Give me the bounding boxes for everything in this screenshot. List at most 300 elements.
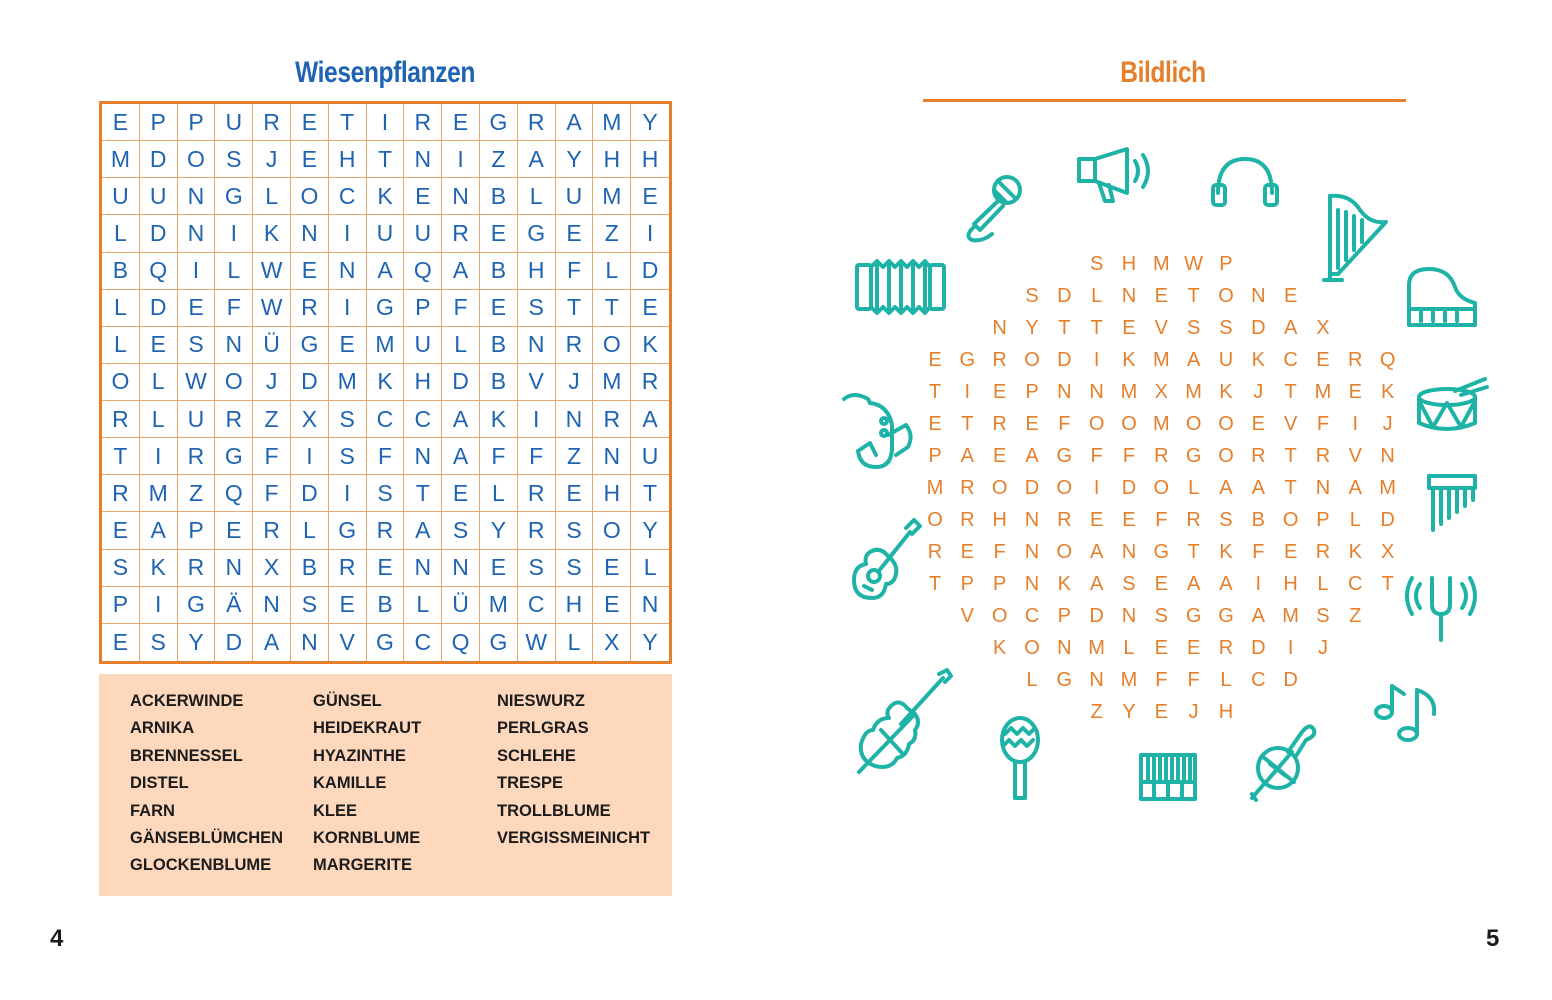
grid-cell[interactable]: A bbox=[367, 253, 405, 290]
grid-cell[interactable]: D bbox=[140, 215, 178, 252]
grid-cell[interactable]: L bbox=[291, 512, 329, 549]
circle-grid-cell[interactable]: E bbox=[992, 380, 1007, 403]
circle-grid-cell[interactable]: P bbox=[1316, 508, 1330, 531]
grid-cell[interactable]: R bbox=[102, 401, 140, 438]
circle-grid-cell[interactable]: S bbox=[1025, 284, 1039, 307]
circle-grid-cell[interactable]: P bbox=[960, 572, 974, 595]
grid-cell[interactable]: A bbox=[556, 104, 594, 141]
grid-cell[interactable]: X bbox=[253, 550, 291, 587]
grid-cell[interactable]: B bbox=[480, 178, 518, 215]
circle-grid-cell[interactable]: E bbox=[1154, 700, 1168, 723]
circle-grid-cell[interactable]: N bbox=[1380, 444, 1395, 467]
circle-grid-cell[interactable]: I bbox=[1287, 636, 1294, 659]
circle-grid-cell[interactable]: T bbox=[928, 380, 942, 403]
grid-cell[interactable]: D bbox=[631, 253, 669, 290]
circle-grid-cell[interactable]: E bbox=[928, 348, 942, 371]
grid-cell[interactable]: E bbox=[102, 104, 140, 141]
circle-grid-cell[interactable]: O bbox=[1024, 636, 1040, 659]
grid-cell[interactable]: W bbox=[253, 290, 291, 327]
grid-cell[interactable]: K bbox=[367, 178, 405, 215]
grid-cell[interactable]: N bbox=[404, 550, 442, 587]
circle-grid-cell[interactable]: R bbox=[927, 540, 943, 563]
circle-grid-cell[interactable]: F bbox=[1090, 444, 1103, 467]
grid-cell[interactable]: F bbox=[518, 438, 556, 475]
circle-grid-cell[interactable]: S bbox=[1186, 316, 1201, 339]
circle-grid-cell[interactable]: E bbox=[1089, 508, 1104, 531]
circle-grid-cell[interactable]: F bbox=[1187, 668, 1200, 691]
grid-cell[interactable]: P bbox=[140, 104, 178, 141]
grid-cell[interactable]: H bbox=[518, 253, 556, 290]
circle-grid-cell[interactable]: G bbox=[1153, 540, 1170, 563]
circle-grid-cell[interactable]: O bbox=[1218, 444, 1234, 467]
circle-grid-cell[interactable]: O bbox=[1088, 412, 1105, 435]
grid-cell[interactable]: D bbox=[291, 475, 329, 512]
grid-cell[interactable]: B bbox=[480, 327, 518, 364]
circle-grid-cell[interactable]: M bbox=[1152, 412, 1170, 435]
circle-grid-cell[interactable]: T bbox=[1284, 380, 1297, 403]
grid-cell[interactable]: I bbox=[442, 141, 480, 178]
grid-cell[interactable]: N bbox=[593, 438, 631, 475]
circle-grid-cell[interactable]: D bbox=[1024, 476, 1040, 499]
circle-grid-cell[interactable]: N bbox=[1024, 540, 1040, 563]
circle-grid-cell[interactable]: A bbox=[1219, 476, 1233, 499]
grid-cell[interactable]: Q bbox=[442, 624, 480, 661]
circle-grid-cell[interactable]: C bbox=[1283, 348, 1298, 371]
grid-cell[interactable]: S bbox=[518, 290, 556, 327]
grid-cell[interactable]: O bbox=[593, 327, 631, 364]
grid-cell[interactable]: I bbox=[329, 475, 367, 512]
circle-grid-cell[interactable]: A bbox=[1186, 572, 1201, 595]
grid-cell[interactable]: R bbox=[253, 512, 291, 549]
grid-cell[interactable]: L bbox=[631, 550, 669, 587]
circle-grid-cell[interactable]: H bbox=[1283, 572, 1298, 595]
grid-cell[interactable]: I bbox=[329, 290, 367, 327]
grid-cell[interactable]: M bbox=[480, 587, 518, 624]
circle-grid-cell[interactable]: J bbox=[1188, 700, 1199, 723]
grid-cell[interactable]: Z bbox=[593, 215, 631, 252]
circle-grid-cell[interactable]: H bbox=[1121, 252, 1137, 275]
circle-grid-cell[interactable]: T bbox=[1090, 316, 1103, 339]
grid-cell[interactable]: R bbox=[404, 104, 442, 141]
grid-cell[interactable]: O bbox=[291, 178, 329, 215]
circle-grid-cell[interactable]: N bbox=[1057, 636, 1072, 659]
grid-cell[interactable]: N bbox=[253, 587, 291, 624]
circle-grid-cell[interactable]: X bbox=[1154, 380, 1168, 403]
grid-cell[interactable]: E bbox=[480, 215, 518, 252]
grid-cell[interactable]: I bbox=[215, 215, 253, 252]
circle-grid-cell[interactable]: N bbox=[1121, 284, 1137, 307]
circle-grid-cell[interactable]: E bbox=[928, 412, 942, 435]
circle-grid-cell[interactable]: D bbox=[1121, 476, 1137, 499]
circle-grid-cell[interactable]: A bbox=[1089, 572, 1104, 595]
circle-grid-cell[interactable]: V bbox=[1283, 412, 1298, 435]
circle-grid-cell[interactable]: E bbox=[960, 540, 974, 563]
grid-cell[interactable]: G bbox=[367, 624, 405, 661]
grid-cell[interactable]: H bbox=[631, 141, 669, 178]
grid-cell[interactable]: N bbox=[329, 253, 367, 290]
circle-grid-cell[interactable]: P bbox=[1057, 604, 1071, 627]
grid-cell[interactable]: U bbox=[178, 401, 216, 438]
grid-cell[interactable]: S bbox=[556, 512, 594, 549]
circle-grid-cell[interactable]: K bbox=[1219, 540, 1233, 563]
grid-cell[interactable]: E bbox=[178, 290, 216, 327]
circle-grid-cell[interactable]: T bbox=[1187, 284, 1200, 307]
circle-grid-cell[interactable]: F bbox=[1316, 412, 1330, 435]
grid-cell[interactable]: A bbox=[518, 141, 556, 178]
circle-grid-cell[interactable]: M bbox=[1152, 252, 1170, 275]
grid-cell[interactable]: F bbox=[253, 475, 291, 512]
grid-cell[interactable]: T bbox=[631, 475, 669, 512]
grid-cell[interactable]: G bbox=[480, 104, 518, 141]
grid-cell[interactable]: D bbox=[140, 290, 178, 327]
grid-cell[interactable]: I bbox=[178, 253, 216, 290]
circle-grid-cell[interactable]: Z bbox=[1349, 604, 1362, 627]
circle-grid-cell[interactable]: O bbox=[1056, 476, 1073, 499]
grid-cell[interactable]: L bbox=[442, 327, 480, 364]
grid-cell[interactable]: S bbox=[367, 475, 405, 512]
circle-grid-cell[interactable]: A bbox=[1348, 476, 1362, 499]
grid-cell[interactable]: E bbox=[593, 550, 631, 587]
grid-cell[interactable]: R bbox=[253, 104, 291, 141]
circle-grid-cell[interactable]: O bbox=[927, 508, 943, 531]
grid-cell[interactable]: Z bbox=[480, 141, 518, 178]
grid-cell[interactable]: N bbox=[291, 624, 329, 661]
circle-grid-cell[interactable]: M bbox=[926, 476, 944, 499]
grid-cell[interactable]: R bbox=[442, 215, 480, 252]
circle-grid-cell[interactable]: E bbox=[992, 444, 1007, 467]
circle-grid-cell[interactable]: Z bbox=[1090, 700, 1103, 723]
grid-cell[interactable]: X bbox=[593, 624, 631, 661]
grid-cell[interactable]: A bbox=[631, 401, 669, 438]
circle-grid-cell[interactable]: E bbox=[1348, 380, 1362, 403]
circle-grid-cell[interactable]: R bbox=[992, 348, 1007, 371]
grid-cell[interactable]: D bbox=[442, 364, 480, 401]
grid-cell[interactable]: M bbox=[593, 178, 631, 215]
circle-grid-cell[interactable]: A bbox=[1283, 316, 1298, 339]
grid-cell[interactable]: N bbox=[215, 327, 253, 364]
circle-grid-cell[interactable]: C bbox=[1251, 668, 1266, 691]
circle-grid-cell[interactable]: K bbox=[1122, 348, 1136, 371]
circle-grid-cell[interactable]: N bbox=[1024, 572, 1040, 595]
circle-grid-cell[interactable]: N bbox=[1089, 668, 1104, 691]
grid-cell[interactable]: Ü bbox=[442, 587, 480, 624]
circle-grid-cell[interactable]: J bbox=[1382, 412, 1393, 435]
circle-grid-cell[interactable]: E bbox=[1283, 284, 1298, 307]
circle-grid-cell[interactable]: N bbox=[1121, 540, 1137, 563]
grid-cell[interactable]: G bbox=[518, 215, 556, 252]
grid-cell[interactable]: E bbox=[631, 178, 669, 215]
grid-cell[interactable]: N bbox=[215, 550, 253, 587]
grid-cell[interactable]: E bbox=[102, 624, 140, 661]
circle-grid-cell[interactable]: D bbox=[1283, 668, 1298, 691]
circle-grid-cell[interactable]: D bbox=[1251, 316, 1266, 339]
grid-cell[interactable]: R bbox=[518, 512, 556, 549]
circle-grid-cell[interactable]: B bbox=[1251, 508, 1265, 531]
grid-cell[interactable]: M bbox=[593, 104, 631, 141]
grid-cell[interactable]: G bbox=[367, 290, 405, 327]
grid-cell[interactable]: O bbox=[178, 141, 216, 178]
circle-grid-cell[interactable]: M bbox=[1120, 668, 1138, 691]
circle-grid-cell[interactable]: S bbox=[1219, 316, 1233, 339]
grid-cell[interactable]: C bbox=[329, 178, 367, 215]
circle-grid-cell[interactable]: K bbox=[1251, 348, 1265, 371]
circle-grid-cell[interactable]: S bbox=[1316, 604, 1330, 627]
grid-cell[interactable]: O bbox=[102, 364, 140, 401]
grid-cell[interactable]: Z bbox=[253, 401, 291, 438]
grid-cell[interactable]: H bbox=[556, 587, 594, 624]
circle-grid-cell[interactable]: G bbox=[1218, 604, 1234, 627]
grid-cell[interactable]: N bbox=[178, 178, 216, 215]
grid-cell[interactable]: L bbox=[518, 178, 556, 215]
grid-cell[interactable]: Z bbox=[556, 438, 594, 475]
circle-grid-cell[interactable]: T bbox=[1187, 540, 1200, 563]
circle-grid-cell[interactable]: E bbox=[1316, 348, 1330, 371]
grid-cell[interactable]: E bbox=[291, 141, 329, 178]
circle-grid-cell[interactable]: N bbox=[1315, 476, 1331, 499]
circle-grid-cell[interactable]: R bbox=[1057, 508, 1072, 531]
grid-cell[interactable]: N bbox=[442, 178, 480, 215]
circle-grid-cell[interactable]: G bbox=[1056, 444, 1073, 467]
circle-grid-cell[interactable]: P bbox=[992, 572, 1007, 595]
grid-cell[interactable]: F bbox=[556, 253, 594, 290]
circle-grid-cell[interactable]: D bbox=[1251, 636, 1266, 659]
circle-grid-cell[interactable]: R bbox=[1154, 444, 1169, 467]
grid-cell[interactable]: U bbox=[404, 215, 442, 252]
grid-cell[interactable]: H bbox=[593, 475, 631, 512]
circle-grid-cell[interactable]: L bbox=[1349, 508, 1361, 531]
grid-cell[interactable]: N bbox=[291, 215, 329, 252]
grid-cell[interactable]: L bbox=[556, 624, 594, 661]
grid-cell[interactable]: A bbox=[442, 401, 480, 438]
circle-grid-cell[interactable]: T bbox=[1284, 444, 1297, 467]
grid-cell[interactable]: E bbox=[631, 290, 669, 327]
grid-cell[interactable]: Ä bbox=[215, 587, 253, 624]
grid-cell[interactable]: Q bbox=[215, 475, 253, 512]
grid-cell[interactable]: C bbox=[404, 401, 442, 438]
circle-grid-cell[interactable]: I bbox=[1093, 476, 1100, 499]
grid-cell[interactable]: U bbox=[140, 178, 178, 215]
grid-cell[interactable]: N bbox=[631, 587, 669, 624]
circle-grid-cell[interactable]: O bbox=[1153, 476, 1170, 499]
grid-cell[interactable]: S bbox=[178, 327, 216, 364]
circle-grid-cell[interactable]: E bbox=[1025, 412, 1039, 435]
grid-cell[interactable]: E bbox=[593, 587, 631, 624]
circle-grid-cell[interactable]: L bbox=[1317, 572, 1329, 595]
grid-cell[interactable]: E bbox=[556, 215, 594, 252]
circle-grid-cell[interactable]: V bbox=[1348, 444, 1362, 467]
grid-cell[interactable]: L bbox=[215, 253, 253, 290]
grid-cell[interactable]: C bbox=[367, 401, 405, 438]
grid-cell[interactable]: E bbox=[329, 327, 367, 364]
circle-grid-cell[interactable]: A bbox=[1025, 444, 1039, 467]
grid-cell[interactable]: K bbox=[140, 550, 178, 587]
circle-grid-cell[interactable]: F bbox=[1122, 444, 1136, 467]
circle-grid-cell[interactable]: D bbox=[1057, 348, 1072, 371]
grid-cell[interactable]: D bbox=[140, 141, 178, 178]
grid-cell[interactable]: A bbox=[253, 624, 291, 661]
grid-cell[interactable]: M bbox=[329, 364, 367, 401]
circle-grid-cell[interactable]: K bbox=[1348, 540, 1362, 563]
grid-cell[interactable]: L bbox=[102, 215, 140, 252]
grid-cell[interactable]: E bbox=[215, 512, 253, 549]
circle-grid-cell[interactable]: O bbox=[991, 476, 1008, 499]
grid-cell[interactable]: M bbox=[102, 141, 140, 178]
grid-cell[interactable]: E bbox=[329, 587, 367, 624]
grid-cell[interactable]: N bbox=[442, 550, 480, 587]
circle-grid-cell[interactable]: F bbox=[993, 540, 1006, 563]
circle-grid-cell[interactable]: K bbox=[992, 636, 1007, 659]
grid-cell[interactable]: I bbox=[329, 215, 367, 252]
circle-grid-cell[interactable]: G bbox=[1056, 668, 1073, 691]
grid-cell[interactable]: U bbox=[102, 178, 140, 215]
circle-grid-cell[interactable]: Y bbox=[1025, 316, 1039, 339]
circle-grid-cell[interactable]: N bbox=[1089, 380, 1104, 403]
circle-grid-cell[interactable]: F bbox=[1155, 668, 1168, 691]
circle-grid-cell[interactable]: X bbox=[1316, 316, 1330, 339]
grid-cell[interactable]: R bbox=[518, 104, 556, 141]
circle-grid-cell[interactable]: F bbox=[1058, 412, 1071, 435]
circle-grid-cell[interactable]: O bbox=[1024, 348, 1040, 371]
grid-cell[interactable]: K bbox=[631, 327, 669, 364]
grid-cell[interactable]: S bbox=[556, 550, 594, 587]
grid-cell[interactable]: E bbox=[556, 475, 594, 512]
circle-grid-cell[interactable]: G bbox=[1185, 604, 1202, 627]
circle-grid-cell[interactable]: R bbox=[1186, 508, 1201, 531]
grid-cell[interactable]: E bbox=[102, 512, 140, 549]
circle-grid-cell[interactable]: O bbox=[1218, 284, 1234, 307]
circle-grid-cell[interactable]: R bbox=[960, 508, 975, 531]
grid-cell[interactable]: A bbox=[404, 512, 442, 549]
grid-cell[interactable]: T bbox=[102, 438, 140, 475]
circle-grid-cell[interactable]: N bbox=[1024, 508, 1040, 531]
grid-cell[interactable]: O bbox=[215, 364, 253, 401]
grid-cell[interactable]: T bbox=[556, 290, 594, 327]
circle-grid-cell[interactable]: M bbox=[1152, 348, 1170, 371]
grid-cell[interactable]: Y bbox=[631, 104, 669, 141]
grid-cell[interactable]: Y bbox=[642, 628, 658, 655]
grid-cell[interactable]: F bbox=[442, 290, 480, 327]
circle-grid-cell[interactable]: J bbox=[1253, 380, 1264, 403]
grid-cell[interactable]: U bbox=[556, 178, 594, 215]
circle-grid-cell[interactable]: R bbox=[1315, 540, 1331, 563]
grid-cell[interactable]: J bbox=[253, 141, 291, 178]
grid-cell[interactable]: G bbox=[215, 438, 253, 475]
circle-grid-cell[interactable]: M bbox=[1282, 604, 1299, 627]
grid-cell[interactable]: J bbox=[556, 364, 594, 401]
grid-cell[interactable]: L bbox=[253, 178, 291, 215]
circle-grid-cell[interactable]: F bbox=[1252, 540, 1265, 563]
circle-grid-cell[interactable]: U bbox=[1218, 348, 1234, 371]
circle-grid-cell[interactable]: R bbox=[960, 476, 975, 499]
grid-cell[interactable]: L bbox=[593, 253, 631, 290]
circle-grid-cell[interactable]: N bbox=[1251, 284, 1266, 307]
circle-grid-cell[interactable]: T bbox=[1381, 572, 1394, 595]
grid-cell[interactable]: K bbox=[253, 215, 291, 252]
circle-grid-cell[interactable]: E bbox=[1122, 508, 1136, 531]
circle-grid-cell[interactable]: J bbox=[1317, 636, 1328, 659]
grid-cell[interactable]: L bbox=[480, 475, 518, 512]
circle-grid-cell[interactable]: M bbox=[1185, 380, 1202, 403]
circle-grid-cell[interactable]: T bbox=[1284, 476, 1297, 499]
grid-cell[interactable]: N bbox=[404, 438, 442, 475]
grid-cell[interactable]: R bbox=[593, 401, 631, 438]
circle-grid-cell[interactable]: N bbox=[1057, 380, 1072, 403]
circle-grid-cell[interactable]: N bbox=[992, 316, 1007, 339]
grid-cell[interactable]: C bbox=[404, 624, 442, 661]
grid-cell[interactable]: S bbox=[518, 550, 556, 587]
grid-cell[interactable]: R bbox=[102, 475, 140, 512]
grid-cell[interactable]: S bbox=[291, 587, 329, 624]
grid-cell[interactable]: Z bbox=[178, 475, 216, 512]
circle-grid-cell[interactable]: E bbox=[1154, 572, 1168, 595]
grid-cell[interactable]: D bbox=[291, 364, 329, 401]
grid-cell[interactable]: I bbox=[518, 401, 556, 438]
circle-grid-cell[interactable]: L bbox=[1220, 668, 1232, 691]
circle-grid-cell[interactable]: N bbox=[1121, 604, 1137, 627]
grid-cell[interactable]: B bbox=[291, 550, 329, 587]
grid-cell[interactable]: B bbox=[367, 587, 405, 624]
circle-grid-cell[interactable]: G bbox=[959, 348, 976, 371]
grid-cell[interactable]: L bbox=[404, 587, 442, 624]
circle-grid-cell[interactable]: Y bbox=[1122, 700, 1136, 723]
grid-cell[interactable]: T bbox=[404, 475, 442, 512]
circle-grid-cell[interactable]: S bbox=[1089, 252, 1104, 275]
grid-cell[interactable]: E bbox=[291, 253, 329, 290]
circle-grid-cell[interactable]: E bbox=[1283, 540, 1298, 563]
circle-grid-cell[interactable]: C bbox=[1348, 572, 1363, 595]
circle-grid-cell[interactable]: P bbox=[928, 444, 942, 467]
grid-cell[interactable]: W bbox=[518, 624, 556, 661]
circle-grid-cell[interactable]: H bbox=[992, 508, 1007, 531]
circle-grid-cell[interactable]: L bbox=[1091, 284, 1103, 307]
grid-cell[interactable]: H bbox=[593, 141, 631, 178]
grid-cell[interactable]: Q bbox=[140, 253, 178, 290]
circle-grid-cell[interactable]: E bbox=[1186, 636, 1201, 659]
circle-grid-cell[interactable]: T bbox=[1058, 316, 1071, 339]
grid-cell[interactable]: T bbox=[329, 104, 367, 141]
circle-grid-cell[interactable]: F bbox=[1155, 508, 1168, 531]
grid-cell[interactable]: I bbox=[631, 215, 669, 252]
grid-cell[interactable]: G bbox=[329, 512, 367, 549]
grid-cell[interactable]: G bbox=[291, 327, 329, 364]
circle-grid-cell[interactable]: I bbox=[964, 380, 971, 403]
circle-grid-cell[interactable]: L bbox=[1188, 476, 1200, 499]
grid-cell[interactable]: F bbox=[480, 438, 518, 475]
circle-grid-cell[interactable]: L bbox=[1026, 668, 1038, 691]
circle-grid-cell[interactable]: M bbox=[1314, 380, 1332, 403]
grid-cell[interactable]: O bbox=[593, 512, 631, 549]
circle-grid-cell[interactable]: V bbox=[960, 604, 974, 627]
grid-cell[interactable]: R bbox=[631, 364, 669, 401]
circle-grid-cell[interactable]: D bbox=[1380, 508, 1395, 531]
circle-grid-cell[interactable]: A bbox=[960, 444, 974, 467]
grid-cell[interactable]: F bbox=[253, 438, 291, 475]
circle-grid-cell[interactable]: I bbox=[1255, 572, 1262, 595]
grid-cell[interactable]: V bbox=[329, 624, 367, 661]
grid-cell[interactable]: R bbox=[178, 550, 216, 587]
grid-cell[interactable]: L bbox=[140, 364, 178, 401]
circle-grid-cell[interactable]: T bbox=[928, 572, 942, 595]
grid-cell[interactable]: Y bbox=[480, 512, 518, 549]
circle-grid-cell[interactable]: O bbox=[1218, 412, 1234, 435]
grid-cell[interactable]: I bbox=[140, 438, 178, 475]
grid-cell[interactable]: E bbox=[480, 550, 518, 587]
grid-cell[interactable]: F bbox=[367, 438, 405, 475]
circle-grid-cell[interactable]: O bbox=[1121, 412, 1137, 435]
circle-grid-cell[interactable]: C bbox=[1024, 604, 1040, 627]
circle-grid-cell[interactable]: A bbox=[1219, 572, 1233, 595]
circle-grid-cell[interactable]: D bbox=[1057, 284, 1072, 307]
